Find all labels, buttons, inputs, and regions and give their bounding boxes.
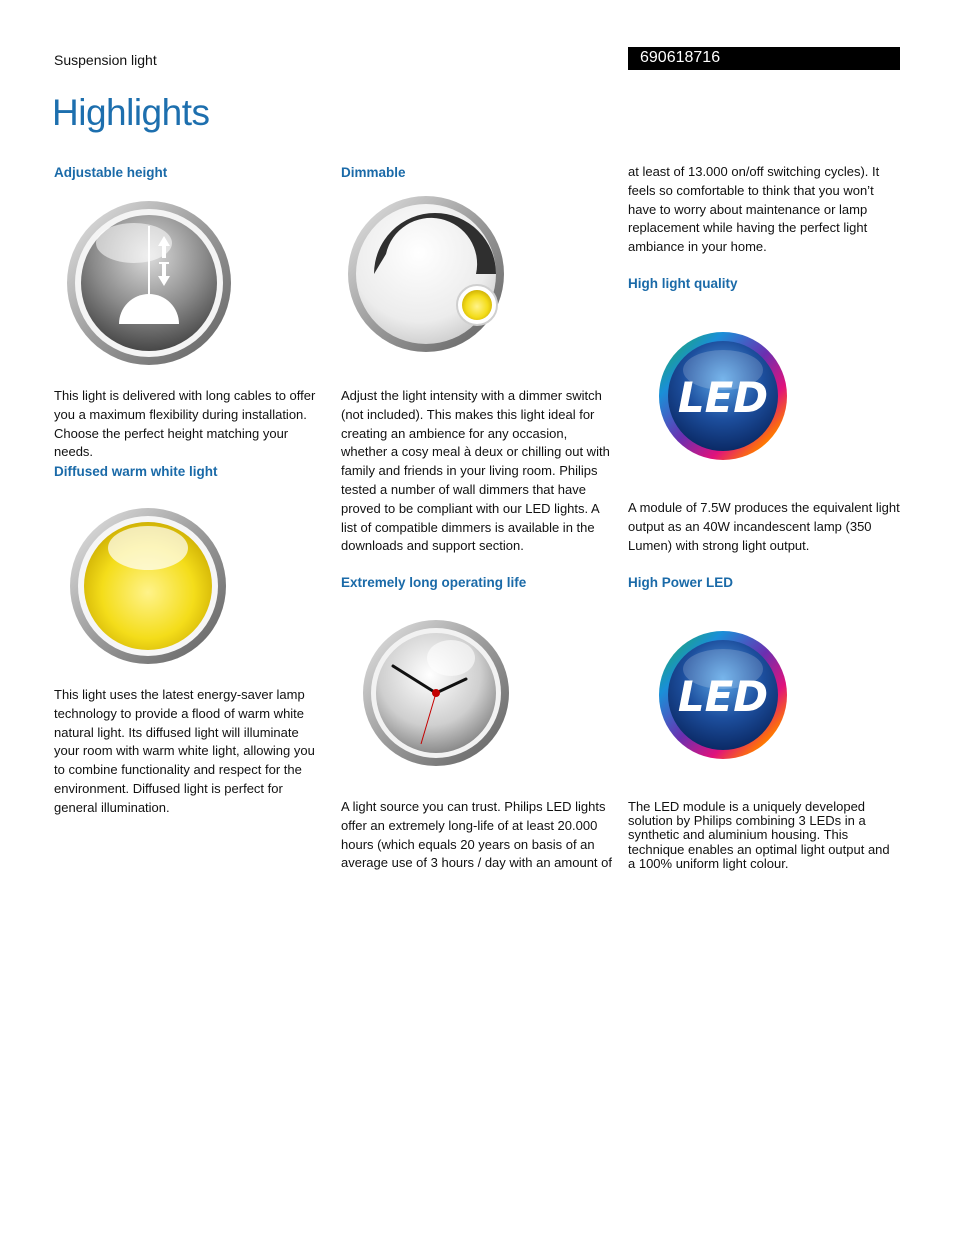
feature-text-diffused-light: This light uses the latest energy-saver lamp technology to provide a flood of warm white natural light. Its diffused light will illuminate your room with warm white light, allowing you to combine functionality and respect for the environment. Diffused light is perfect for general illumination. xyxy=(54,687,315,815)
clock-icon xyxy=(361,618,511,768)
feature-title-high-power-led: High Power LED xyxy=(628,575,734,590)
led-badge-label: LED xyxy=(677,373,769,422)
feature-text-high-light-quality: A module of 7.5W produces the equivalent light output as an 40W incandescent lamp (350 Lumen) with strong light output. xyxy=(628,500,900,553)
feature-title-high-light-quality: High light quality xyxy=(628,276,738,291)
led-badge-label: LED xyxy=(677,672,769,721)
feature-text-adjustable-height: This light is delivered with long cables to offer you a maximum flexibility during installation. Choose the perfect height matching your needs. xyxy=(54,388,316,460)
led-badge-icon xyxy=(657,629,789,761)
feature-title-adjustable-height: Adjustable height xyxy=(54,165,168,180)
feature-title-dimmable: Dimmable xyxy=(341,165,406,180)
led-badge-icon xyxy=(657,330,789,462)
dimmer-icon xyxy=(346,194,506,354)
product-code: 690618716 xyxy=(640,49,721,66)
product-code-bar xyxy=(628,47,900,70)
diffused-light-icon xyxy=(68,506,228,666)
adjustable-height-icon xyxy=(64,198,234,368)
feature-text-long-life: A light source you can trust. Philips LED lights offer an extremely long-life of at least 20.000 hours (which equals 20 years on basis of an average use of 3 hours / day with an amount of xyxy=(341,799,613,871)
feature-title-diffused-light: Diffused warm white light xyxy=(54,464,218,479)
feature-text-dimmable: Adjust the light intensity with a dimmer switch (not included). This makes this light ideal for creating an ambience for any occasion, whether a cosy meal à deux or chilling out with family and friends in your living room. Philips tested a number of wall dimmers that have proved to be compliant with our LED lights. A list of compatible dimmers is available in the downloads and support section. xyxy=(341,388,610,554)
product-category: Suspension light xyxy=(54,52,157,68)
page-title: Highlights xyxy=(52,92,210,133)
feature-title-long-life: Extremely long operating life xyxy=(341,575,527,590)
feature-text-long-life-continued: at least of 13.000 on/off switching cycles). It feels so comfortable to think that you won’t have to worry about maintenance or lamp replacement while having the perfect light ambiance in your home. xyxy=(628,164,880,255)
feature-text-high-power-led: The LED module is a uniquely developed solution by Philips combining 3 LEDs in a synthetic and aluminium housing. This technique enables an optimal light output and a 100% uniform light colour. xyxy=(628,799,890,871)
